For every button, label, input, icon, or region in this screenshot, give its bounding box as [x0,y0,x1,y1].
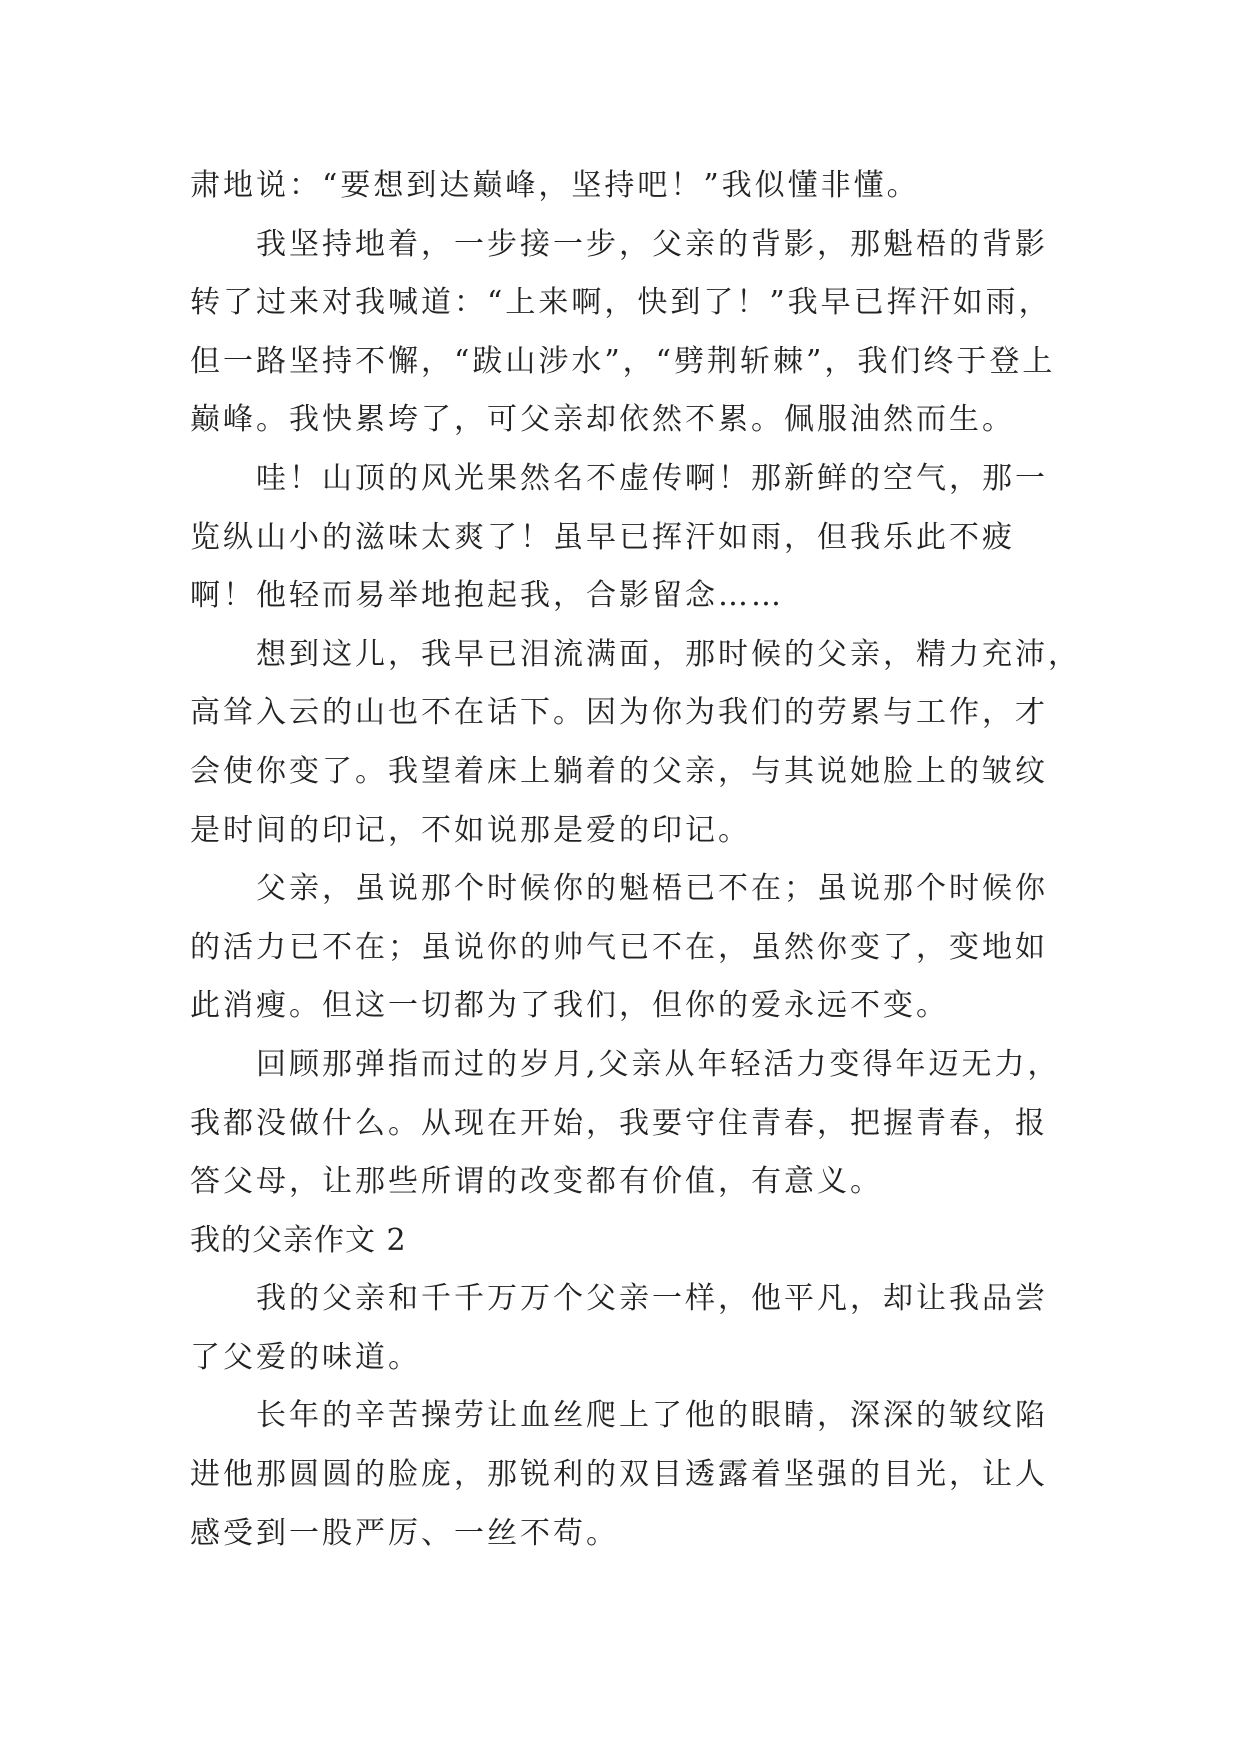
text-line: 的活力已不在；虽说你的帅气已不在，虽然你变了，变地如 [190,929,1048,965]
text-line: 父亲，虽说那个时候你的魁梧已不在；虽说那个时候你 [256,871,1048,907]
text-line: 我坚持地着，一步接一步，父亲的背影，那魁梧的背影 [256,226,1048,262]
text-line: 肃地说：“要想到达巅峰，坚持吧！”我似懂非懂。 [190,168,920,203]
text-line: 巅峰。我快累垮了，可父亲却依然不累。佩服油然而生。 [190,402,1015,438]
section-heading: 我的父亲作文 2 [190,1222,407,1258]
text-line: 长年的辛苦操劳让血丝爬上了他的眼睛，深深的皱纹陷 [256,1398,1048,1434]
text-line: 转了过来对我喊道：“上来啊，快到了！”我早已挥汗如雨， [190,285,1052,321]
text-line: 感受到一股严厉、一丝不苟。 [190,1515,619,1551]
essay-body [190,157,1081,1563]
text-line: 我都没做什么。从现在开始，我要守住青春，把握青春，报 [190,1105,1048,1141]
text-line: 哇！山顶的风光果然名不虚传啊！那新鲜的空气，那一 [256,460,1048,496]
text-line: 进他那圆圆的脸庞，那锐利的双目透露着坚强的目光，让人 [190,1457,1048,1493]
text-line: 答父母，让那些所谓的改变都有价值，有意义。 [190,1164,883,1200]
text-line: 会使你变了。我望着床上躺着的父亲，与其说她脸上的皱纹 [190,753,1048,789]
text-line: 我的父亲和千千万万个父亲一样，他平凡，却让我品尝 [256,1281,1048,1317]
text-line: 是时间的印记，不如说那是爱的印记。 [190,812,751,848]
text-line: 高耸入云的山也不在话下。因为你为我们的劳累与工作，才 [190,695,1048,731]
text-line: 啊！他轻而易举地抱起我，合影留念…… [190,578,784,614]
text-line: 此消瘦。但这一切都为了我们，但你的爱永远不变。 [190,988,949,1024]
text-line: 想到这儿，我早已泪流满面，那时候的父亲，精力充沛， [256,636,1081,672]
text-line: 回顾那弹指而过的岁月,父亲从年轻活力变得年迈无力， [256,1046,1061,1082]
text-line: 览纵山小的滋味太爽了！虽早已挥汗如雨，但我乐此不疲 [190,519,1015,555]
text-line: 了父爱的味道。 [190,1339,421,1375]
text-line: 但一路坚持不懈，“跋山涉水”，“劈荆斩棘”，我们终于登上 [190,343,1056,379]
